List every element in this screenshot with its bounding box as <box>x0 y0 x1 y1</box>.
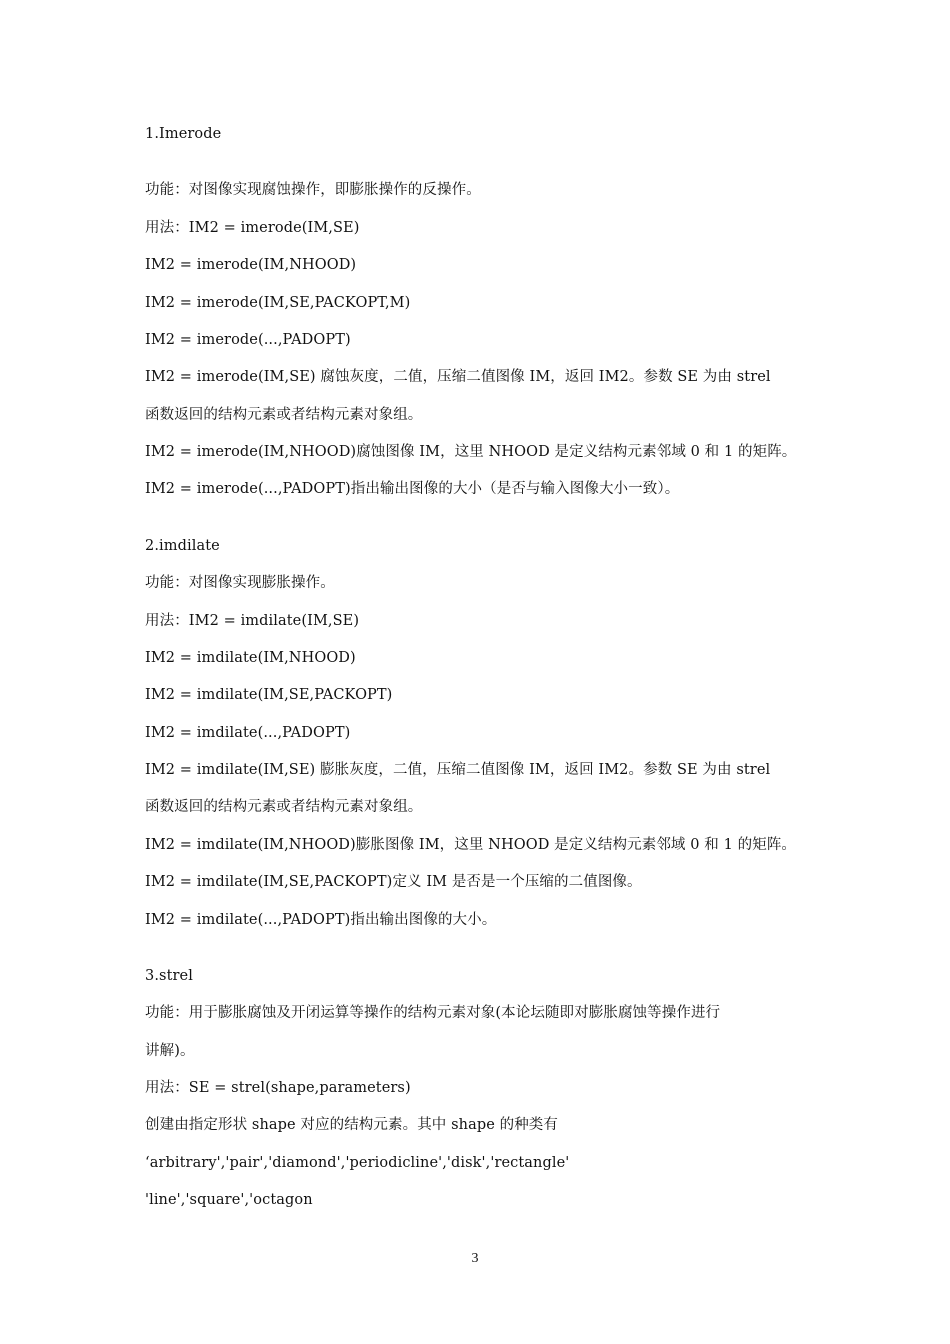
section-1-line-4: IM2 = imerode(IM,SE,PACKOPT,M) <box>145 295 411 311</box>
section-2-line-8: IM2 = imdilate(IM,NHOOD)膨胀图像 IM，这里 NHOOD 是定义结构元素邻域 0 和 1 的矩阵。 <box>145 837 797 853</box>
section-1-line-3: IM2 = imerode(IM,NHOOD) <box>145 257 357 273</box>
section-1-line-8: IM2 = imerode(IM,NHOOD)腐蚀图像 IM，这里 NHOOD 是定义结构元素邻域 0 和 1 的矩阵。 <box>145 444 797 460</box>
section-2-line-10: IM2 = imdilate(...,PADOPT)指出输出图像的大小。 <box>145 912 497 928</box>
section-3-heading: 3.strel <box>145 968 193 984</box>
section-3-line-5: ‘arbitrary','pair','diamond','periodicline','disk','rectangle' <box>145 1155 570 1171</box>
section-1-line-6: IM2 = imerode(IM,SE) 腐蚀灰度，二值，压缩二值图像 IM，返回 IM2。参数 SE 为由 strel <box>145 369 771 385</box>
section-3-line-3: 用法：SE = strel(shape,parameters) <box>145 1080 411 1096</box>
section-3-line-6: 'line','square','octagon <box>145 1192 313 1208</box>
section-2-heading: 2.imdilate <box>145 538 220 554</box>
page-number: 3 <box>471 1251 479 1266</box>
section-1-line-2: 用法：IM2 = imerode(IM,SE) <box>145 220 360 236</box>
section-2-line-3: IM2 = imdilate(IM,NHOOD) <box>145 650 356 666</box>
section-2-line-1: 功能：对图像实现膨胀操作。 <box>145 575 335 591</box>
section-2-line-7: 函数返回的结构元素或者结构元素对象组。 <box>145 799 423 815</box>
section-3-line-2: 讲解)。 <box>145 1043 195 1059</box>
section-3-line-1: 功能：用于膨胀腐蚀及开闭运算等操作的结构元素对象(本论坛随即对膨胀腐蚀等操作进行 <box>145 1005 721 1021</box>
section-2-line-9: IM2 = imdilate(IM,SE,PACKOPT)定义 IM 是否是一个压缩的二值图像。 <box>145 874 642 890</box>
section-3-line-4: 创建由指定形状 shape 对应的结构元素。其中 shape 的种类有 <box>145 1117 559 1133</box>
section-2-line-5: IM2 = imdilate(...,PADOPT) <box>145 725 351 741</box>
section-1-line-7: 函数返回的结构元素或者结构元素对象组。 <box>145 407 423 423</box>
section-2-line-2: 用法：IM2 = imdilate(IM,SE) <box>145 613 360 629</box>
section-1-line-9: IM2 = imerode(...,PADOPT)指出输出图像的大小（是否与输入图像大小一致）。 <box>145 481 680 497</box>
section-1-line-5: IM2 = imerode(...,PADOPT) <box>145 332 351 348</box>
section-2-line-6: IM2 = imdilate(IM,SE) 膨胀灰度，二值，压缩二值图像 IM，返回 IM2。参数 SE 为由 strel <box>145 762 771 778</box>
section-1-line-1: 功能：对图像实现腐蚀操作，即膨胀操作的反操作。 <box>145 182 481 198</box>
section-2-line-4: IM2 = imdilate(IM,SE,PACKOPT) <box>145 687 393 703</box>
section-1-heading: 1.Imerode <box>145 126 222 142</box>
